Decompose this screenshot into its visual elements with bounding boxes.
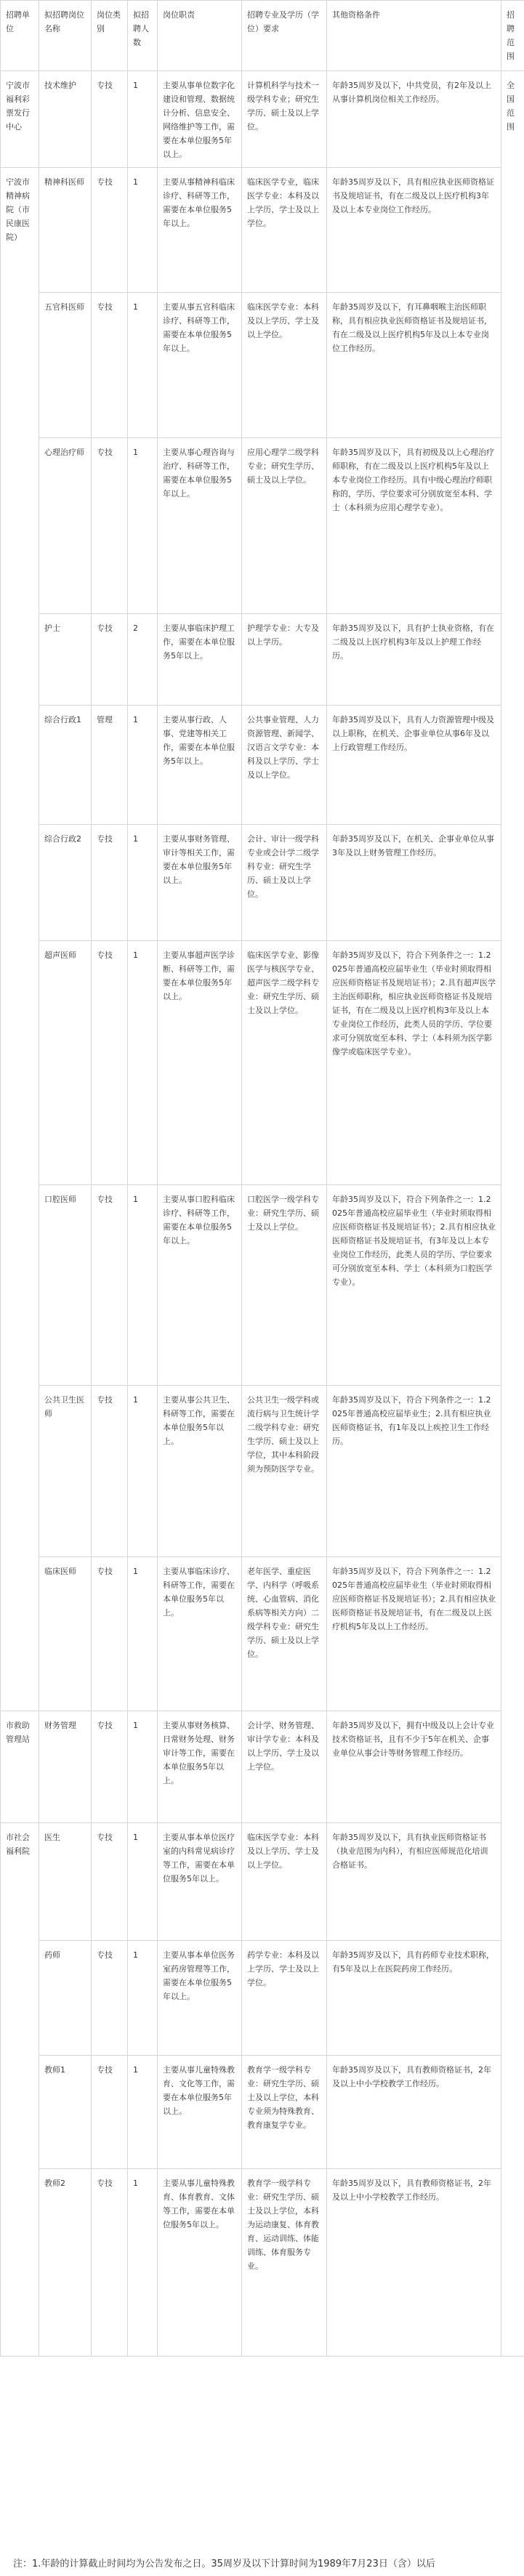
cell-count: 1 — [128, 2169, 158, 2357]
cell-conditions: 年龄35周岁及以下，符合下列条件之一：1.2025年普通高校应届毕业生（毕业时须取得相应医师资格证书及规培证书）；2.具有相应执业医师资格证书及规培证书，有在二级及以上医疗机构5年及以上工作经历。 — [327, 1557, 501, 1711]
cell-major: 临床医学专业：本科及以上学历、学士及以上学位。 — [242, 1823, 327, 1941]
table-row — [1, 1711, 524, 1823]
cell-conditions: 年龄35周岁及以下，有耳鼻咽喉主治医师职称，具有相应执业医师资格证书及规培证书，有在二级及以上医疗机构5年及以上本专业岗位工作经历。 — [327, 293, 501, 438]
cell-position: 临床医师 — [39, 1557, 92, 1711]
cell-major: 教育学一级学科专业：研究生学历、硕士及以上学位，本科为运动康复、体育教育、运动训练、体能训练、体育服务专业。 — [242, 2169, 327, 2357]
cell-category: 专技 — [92, 1386, 128, 1557]
cell-count: 1 — [128, 71, 158, 168]
cell-major: 应用心理学二级学科专业；研究生学历、硕士及以上学位。 — [242, 438, 327, 614]
cell-major: 临床医学专业：本科及以上学历、学士及以上学位。 — [242, 293, 327, 438]
cell-conditions: 年龄35周岁及以下，具有执业医师资格证书（执业范围为内科），有相应医师规范化培训合格证书。 — [327, 1823, 501, 1941]
cell-category: 专技 — [92, 71, 128, 168]
cell-position: 护士 — [39, 614, 92, 706]
cell-category: 专技 — [92, 2056, 128, 2169]
cell-conditions: 年龄35周岁及以下，中共党员，有2年及以上从事计算机岗位相关工作经历。 — [327, 71, 501, 168]
cell-major: 会计学、财务管理、审计学专业：本科及以上学历、学士及以上学位。 — [242, 1711, 327, 1823]
cell-position: 技术维护 — [39, 71, 92, 168]
cell-duties: 主要从事心理咨询与治疗、科研等工作，需要在本单位服务5年以上。 — [158, 438, 242, 614]
cell-unit: 市社会福利院 — [1, 1823, 39, 2357]
cell-duties: 主要从事儿童特殊教育、体育教育、文体等工作，需要在本单位服务5年以上。 — [158, 2169, 242, 2357]
cell-duties: 主要从事公共卫生、科研等工作，需要在本单位服务5年以上。 — [158, 1386, 242, 1557]
header-unit: 招聘单位 — [1, 1, 39, 71]
cell-major: 计算机科学与技术一级学科专业；研究生学历、硕士及以上学位。 — [242, 71, 327, 168]
table-row — [1, 2169, 524, 2357]
cell-count: 1 — [128, 825, 158, 941]
header-major: 招聘专业及学历（学位）要求 — [242, 1, 327, 71]
cell-category: 专技 — [92, 1557, 128, 1711]
cell-duties: 主要从事本单位医疗室的内科常见病诊疗等工作，需要在本单位服务5年以上。 — [158, 1823, 242, 1941]
cell-major: 药学专业：本科及以上学历、学士及以上学位。 — [242, 1941, 327, 2056]
cell-category: 专技 — [92, 1941, 128, 2056]
cell-position: 精神科医师 — [39, 168, 92, 293]
cell-unit: 市救助管理站 — [1, 1711, 39, 1823]
cell-conditions: 年龄35周岁及以下，符合下列条件之一：1.2025年普通高校应届毕业生（毕业时须取得相应医师资格证书及规培证书）；2.具有超声医学主治医师职称，相应执业医师资格证书及规培证书，有在二级及以上医疗机构3年及以上本专业岗位工作经历，此类人员的学历、学位要求可分别放宽至本科、学士（本科须为医学影像学或临床医学专业）。 — [327, 941, 501, 1185]
cell-category: 管理 — [92, 706, 128, 825]
cell-count: 1 — [128, 438, 158, 614]
table-header — [1, 1, 524, 71]
cell-duties: 主要从事五官科临床诊疗、科研等工作，需要在本单位服务5年以上。 — [158, 293, 242, 438]
cell-duties: 主要从事行政、人事、党建等相关工作，需要在本单位服务5年以上。 — [158, 706, 242, 825]
table-row — [1, 2056, 524, 2169]
cell-category: 专技 — [92, 1823, 128, 1941]
cell-duties: 主要从事临床护理工作，需要在本单位服务5年以上。 — [158, 614, 242, 706]
table-body — [1, 71, 524, 2357]
cell-unit: 宁波市精神病院（市民康医院） — [1, 168, 39, 1711]
cell-duties: 主要从事本单位医务室药房管理等工作，需要在本单位服务5年以上。 — [158, 1941, 242, 2056]
cell-count: 1 — [128, 1185, 158, 1386]
cell-conditions: 年龄35周岁及以下，在机关、企事业单位从事3年及以上财务管理工作经历。 — [327, 825, 501, 941]
header-count: 拟招聘人数 — [128, 1, 158, 71]
cell-scope: 全国范围 — [501, 71, 524, 2357]
cell-conditions: 年龄35周岁及以下，具有教师资格证书，2年及以上中小学校教学工作经历。 — [327, 2056, 501, 2169]
cell-count: 1 — [128, 1941, 158, 2056]
cell-major: 临床医学专业，临床医学专业：本科及以上学历、学士及以上学位。 — [242, 168, 327, 293]
cell-major: 护理学专业：大专及以上学历。 — [242, 614, 327, 706]
cell-duties: 主要从事口腔科临床诊疗、科研等工作，需要在本单位服务5年以上。 — [158, 1185, 242, 1386]
cell-position: 口腔医师 — [39, 1185, 92, 1386]
cell-position: 五官科医师 — [39, 293, 92, 438]
cell-conditions: 年龄35周岁及以下，具有教师资格证书，2年及以上中小学校教学工作经历。 — [327, 2169, 501, 2357]
cell-position: 综合行政2 — [39, 825, 92, 941]
cell-count: 1 — [128, 2056, 158, 2169]
footnote: 注：1.年龄的计算截止时间均为公告发布之日。35周岁及以下计算时间为1989年7月23日（含）以后 — [0, 2552, 524, 2576]
cell-count: 1 — [128, 941, 158, 1185]
cell-category: 专技 — [92, 825, 128, 941]
table-row — [1, 1557, 524, 1711]
header-conditions: 其他资格条件 — [327, 1, 501, 71]
table-row — [1, 293, 524, 438]
cell-position: 教师1 — [39, 2056, 92, 2169]
cell-major: 会计、审计一级学科专业或会计学二级学科专业：研究生学历、硕士及以上学位。 — [242, 825, 327, 941]
cell-duties: 主要从事单位数字化建设和管理、数据统计分析、信息安全、网络维护等工作，需要在本单位服务5年以上。 — [158, 71, 242, 168]
cell-conditions: 年龄35周岁及以下，具有护士执业资格，有在二级及以上医疗机构3年及以上护理工作经历。 — [327, 614, 501, 706]
table-row — [1, 614, 524, 706]
cell-duties: 主要从事财务核算、日常财务处理、财务审计等工作，需要在本单位服务5年以上。 — [158, 1711, 242, 1823]
cell-position: 超声医师 — [39, 941, 92, 1185]
cell-major: 教育学一级学科专业：研究生学历、硕士及以上学位，本科专业须为特殊教育、教育康复学专业。 — [242, 2056, 327, 2169]
cell-category: 专技 — [92, 2169, 128, 2357]
table-row — [1, 71, 524, 168]
cell-conditions: 年龄35周岁及以下，拥有中级及以上会计专业技术资格证书，且有不少于5年在机关、企事业单位从事会计等财务管理工作经历。 — [327, 1711, 501, 1823]
cell-conditions: 年龄35周岁及以下，具有人力资源管理中级及以上职称，在机关、企事业单位从事6年及以上行政管理工作经历。 — [327, 706, 501, 825]
table-row — [1, 1941, 524, 2056]
header-duties: 岗位职责 — [158, 1, 242, 71]
cell-count: 1 — [128, 293, 158, 438]
cell-category: 专技 — [92, 293, 128, 438]
cell-conditions: 年龄35周岁及以下，具有药师专业技术职称，有5年及以上在医院药房工作经历。 — [327, 1941, 501, 2056]
cell-position: 教师2 — [39, 2169, 92, 2357]
cell-duties: 主要从事超声医学诊断、科研等工作，需要在本单位服务5年以上。 — [158, 941, 242, 1185]
cell-category: 专技 — [92, 438, 128, 614]
cell-category: 专技 — [92, 614, 128, 706]
header-row — [1, 1, 524, 71]
header-scope: 招聘范围 — [501, 1, 524, 71]
cell-count: 2 — [128, 614, 158, 706]
cell-major: 口腔医学一级学科专业：研究生学历、硕士及以上学位。 — [242, 1185, 327, 1386]
table-row — [1, 438, 524, 614]
cell-position: 综合行政1 — [39, 706, 92, 825]
cell-duties: 主要从事临床诊疗、科研等工作，需要在本单位服务5年以上。 — [158, 1557, 242, 1711]
table-row — [1, 1823, 524, 1941]
table-row — [1, 168, 524, 293]
cell-count: 1 — [128, 706, 158, 825]
cell-conditions: 年龄35周岁及以下，符合下列条件之一：1.2025年普通高校应届毕业生（毕业时须取得相应医师资格证书及规培证书）；2.具有相应执业医师资格证书及规培证书，有3年及以上本专业岗位工作经历，此类人员的学历、学位要求可分别放宽至本科、学士（本科须为口腔医学专业）。 — [327, 1185, 501, 1386]
table-row — [1, 1386, 524, 1557]
cell-conditions: 年龄35周岁及以下，符合下列条件之一：1.2025年普通高校应届毕业生；2.具有相应执业医师资格证书，有1年及以上疾控卫生工作经历。 — [327, 1386, 501, 1557]
cell-count: 1 — [128, 1711, 158, 1823]
cell-major: 公共事业管理、人力资源管理、新闻学、汉语言文学专业：本科及以上学历、学士及以上学位。 — [242, 706, 327, 825]
cell-position: 医生 — [39, 1823, 92, 1941]
table-row — [1, 825, 524, 941]
cell-count: 1 — [128, 1823, 158, 1941]
cell-count: 1 — [128, 1557, 158, 1711]
cell-category: 专技 — [92, 1711, 128, 1823]
cell-major: 老年医学、重症医学、内科学（呼吸系统、心血管病、消化系病等相关方向）二级学科专业：研究生学历、硕士及以上学位。 — [242, 1557, 327, 1711]
cell-position: 财务管理 — [39, 1711, 92, 1823]
table-row — [1, 941, 524, 1185]
cell-position: 心理治疗师 — [39, 438, 92, 614]
cell-position: 公共卫生医师 — [39, 1386, 92, 1557]
header-position: 拟招聘岗位名称 — [39, 1, 92, 71]
table-row — [1, 706, 524, 825]
cell-major: 临床医学专业、影像医学与核医学专业、超声医学二级学科专业：研究生学历、硕士及以上学位。 — [242, 941, 327, 1185]
cell-conditions: 年龄35周岁及以下，具有初级及以上心理治疗师职称，有在二级及以上医疗机构5年及以上本专业岗位工作经历。具有中级心理治疗师职称的，学历、学位要求可分别放宽至本科、学士（本科须为应用心理学专业）。 — [327, 438, 501, 614]
cell-count: 1 — [128, 168, 158, 293]
cell-category: 专技 — [92, 168, 128, 293]
cell-position: 药师 — [39, 1941, 92, 2056]
cell-conditions: 年龄35周岁及以下，具有相应执业医师资格证书及规培证书，有在二级及以上医疗机构3年及以上本专业岗位工作经历。 — [327, 168, 501, 293]
cell-unit: 宁波市福利彩票发行中心 — [1, 71, 39, 168]
table-row — [1, 1185, 524, 1386]
cell-count: 1 — [128, 1386, 158, 1557]
header-category: 岗位类别 — [92, 1, 128, 71]
cell-major: 公共卫生一级学科或流行病与卫生统计学二级学科专业：研究生学历、硕士及以上学位，其中本科阶段须为预防医学专业。 — [242, 1386, 327, 1557]
cell-category: 专技 — [92, 941, 128, 1185]
cell-category: 专技 — [92, 1185, 128, 1386]
cell-duties: 主要从事财务管理、审计等相关工作，需要在本单位服务5年以上。 — [158, 825, 242, 941]
cell-duties: 主要从事精神科临床诊疗、科研等工作，需要在本单位服务5年以上。 — [158, 168, 242, 293]
cell-duties: 主要从事儿童特殊教育、文化等工作，需要在本单位服务5年以上。 — [158, 2056, 242, 2169]
